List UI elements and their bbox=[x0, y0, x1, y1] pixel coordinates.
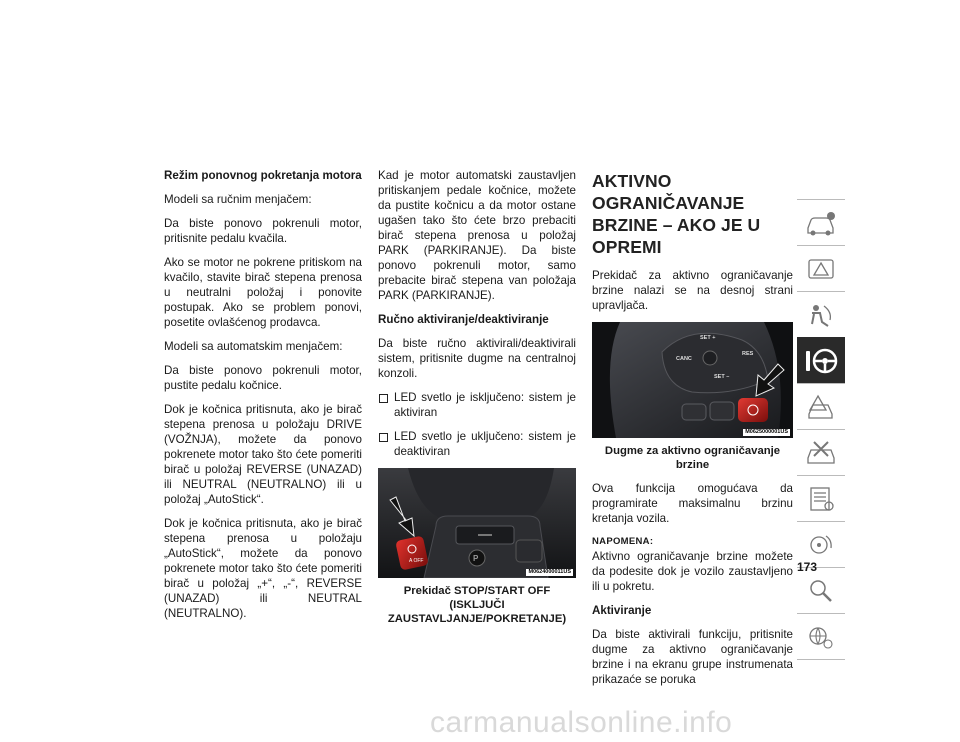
note-label: NAPOMENA: bbox=[592, 536, 654, 547]
note-text: Aktivno ograničavanje brzine možete da podesite dok je vozilo zaustavljeno ili u pokretu. bbox=[592, 550, 793, 593]
bullet-box-icon bbox=[379, 433, 388, 442]
label-set-minus: SET – bbox=[714, 374, 730, 380]
car-info-icon bbox=[804, 208, 838, 238]
emergency-icon bbox=[804, 392, 838, 422]
speed-limiter-button-drawing bbox=[738, 398, 768, 422]
label-res: RES bbox=[742, 351, 754, 357]
stop-start-switch-photo bbox=[378, 468, 576, 578]
figure-caption: Dugme za aktivno ograničavanje brzine bbox=[604, 445, 781, 471]
tab-languages[interactable] bbox=[797, 613, 845, 659]
specifications-icon bbox=[804, 484, 838, 514]
button-label: A OFF bbox=[409, 558, 424, 564]
section-title: AKTIVNO OGRANIČAVANJE BRZINE – AKO JE U OPREMI bbox=[592, 171, 761, 257]
paragraph: Modeli sa automatskim menjačem: bbox=[164, 340, 343, 353]
tab-driving[interactable] bbox=[797, 337, 845, 383]
column-left bbox=[164, 168, 362, 630]
paragraph: Da biste aktivirali funkciju, pritisnite dugme za aktivno ograničavanje brzine i na ekranu grupe instrumenata prikazaće se poruka bbox=[592, 628, 793, 686]
driving-steering-icon bbox=[803, 345, 839, 377]
figure-code: M0625000001US bbox=[745, 429, 788, 435]
paragraph: Ako se motor ne pokrene pritiskom na kvačilo, stavite birač stepena prenosa u neutralni položaj i ponovite postupak. Ako se problem ponovi, posetite ovlašćenog prodavca. bbox=[164, 256, 362, 329]
heading-restart-mode: Režim ponovnog pokretanja motora bbox=[164, 169, 362, 182]
watermark: carmanualsonline.info bbox=[430, 706, 733, 739]
tab-emergency[interactable] bbox=[797, 383, 845, 429]
paragraph: Ova funkcija omogućava da programirate maksimalnu brzinu kretanja vozila. bbox=[592, 482, 793, 525]
bullet-item bbox=[378, 429, 576, 459]
page-number: 173 bbox=[797, 560, 818, 574]
tab-safety[interactable] bbox=[797, 291, 845, 337]
tab-car-info[interactable] bbox=[797, 199, 845, 245]
paragraph: Dok je kočnica pritisnuta, ako je birač stepena prenosa u položaju „AutoStick“, možete da ponovo pokrenete motor tako što ćete pomeriti birač u položaj „+“, „-“, REVERSE (UNAZAD) ili NEUTRAL (NEUTRALNO). bbox=[164, 517, 362, 620]
tab-service[interactable] bbox=[797, 429, 845, 475]
warning-lights-icon bbox=[804, 254, 838, 284]
bullet-item bbox=[378, 390, 576, 420]
heading-activation: Aktiviranje bbox=[592, 604, 652, 617]
index-search-icon bbox=[804, 576, 838, 606]
bullet-text: LED svetlo je isključeno: sistem je aktiviran bbox=[394, 391, 576, 419]
tab-warning-lights[interactable] bbox=[797, 245, 845, 291]
bullet-box-icon bbox=[379, 394, 388, 403]
languages-icon bbox=[804, 622, 838, 652]
label-set-plus: SET + bbox=[700, 335, 716, 341]
steering-wheel-illustration bbox=[592, 322, 793, 438]
service-icon bbox=[804, 438, 838, 468]
figure-code: M0624000011US bbox=[528, 569, 571, 575]
tab-specifications[interactable] bbox=[797, 475, 845, 521]
paragraph: Da biste ponovo pokrenuli motor, pustite pedalu kočnice. bbox=[164, 364, 362, 392]
multimedia-icon bbox=[804, 530, 838, 560]
svg-text:P: P bbox=[473, 554, 479, 563]
label-canc: CANC bbox=[676, 356, 692, 362]
column-right bbox=[592, 170, 793, 696]
paragraph: Kad je motor automatski zaustavljen pritiskanjem pedale kočnice, možete da pustite kočnicu a da motor ostane ugašen tako što ćete brzo prebaciti birač stepena prenosa u položaj PARK (PARKIRANJE). Da biste ponovo pokrenuli motor, samo prebacite birač stepena van položaja PARK (PARKIRANJE). bbox=[378, 169, 576, 302]
safety-icon bbox=[804, 300, 838, 330]
bullet-text: LED svetlo je uključeno: sistem je deaktiviran bbox=[394, 430, 576, 458]
console-illustration bbox=[378, 468, 576, 578]
paragraph: Modeli sa ručnim menjačem: bbox=[164, 193, 312, 206]
paragraph: Da biste ponovo pokrenuli motor, pritisnite pedalu kvačila. bbox=[164, 217, 362, 245]
paragraph: Prekidač za aktivno ograničavanje brzine nalazi se na desnoj strani upravljača. bbox=[592, 269, 793, 312]
paragraph: Da biste ručno aktivirali/deaktivirali sistem, pritisnite dugme na centralnoj konzoli. bbox=[378, 337, 576, 380]
speed-limiter-switch-photo bbox=[592, 322, 793, 438]
chapter-tabs bbox=[797, 199, 845, 660]
heading-manual-activation: Ručno aktiviranje/deaktiviranje bbox=[378, 313, 549, 326]
paragraph: Dok je kočnica pritisnuta, ako je birač stepena prenosa u položaju DRIVE (VOŽNJA), možete da ponovo pokrenete motor tako što ćete pomeriti birač u položaj REVERSE (UNAZAD) ili NEUTRAL (NEUTRALNO) ili u položaj „AutoStick“. bbox=[164, 403, 362, 506]
column-middle bbox=[378, 168, 576, 635]
figure-caption: Prekidač STOP/START OFF (ISKLJUČI ZAUSTAVLJANJE/POKRETANJE) bbox=[387, 585, 567, 625]
tabs-divider bbox=[797, 659, 845, 660]
